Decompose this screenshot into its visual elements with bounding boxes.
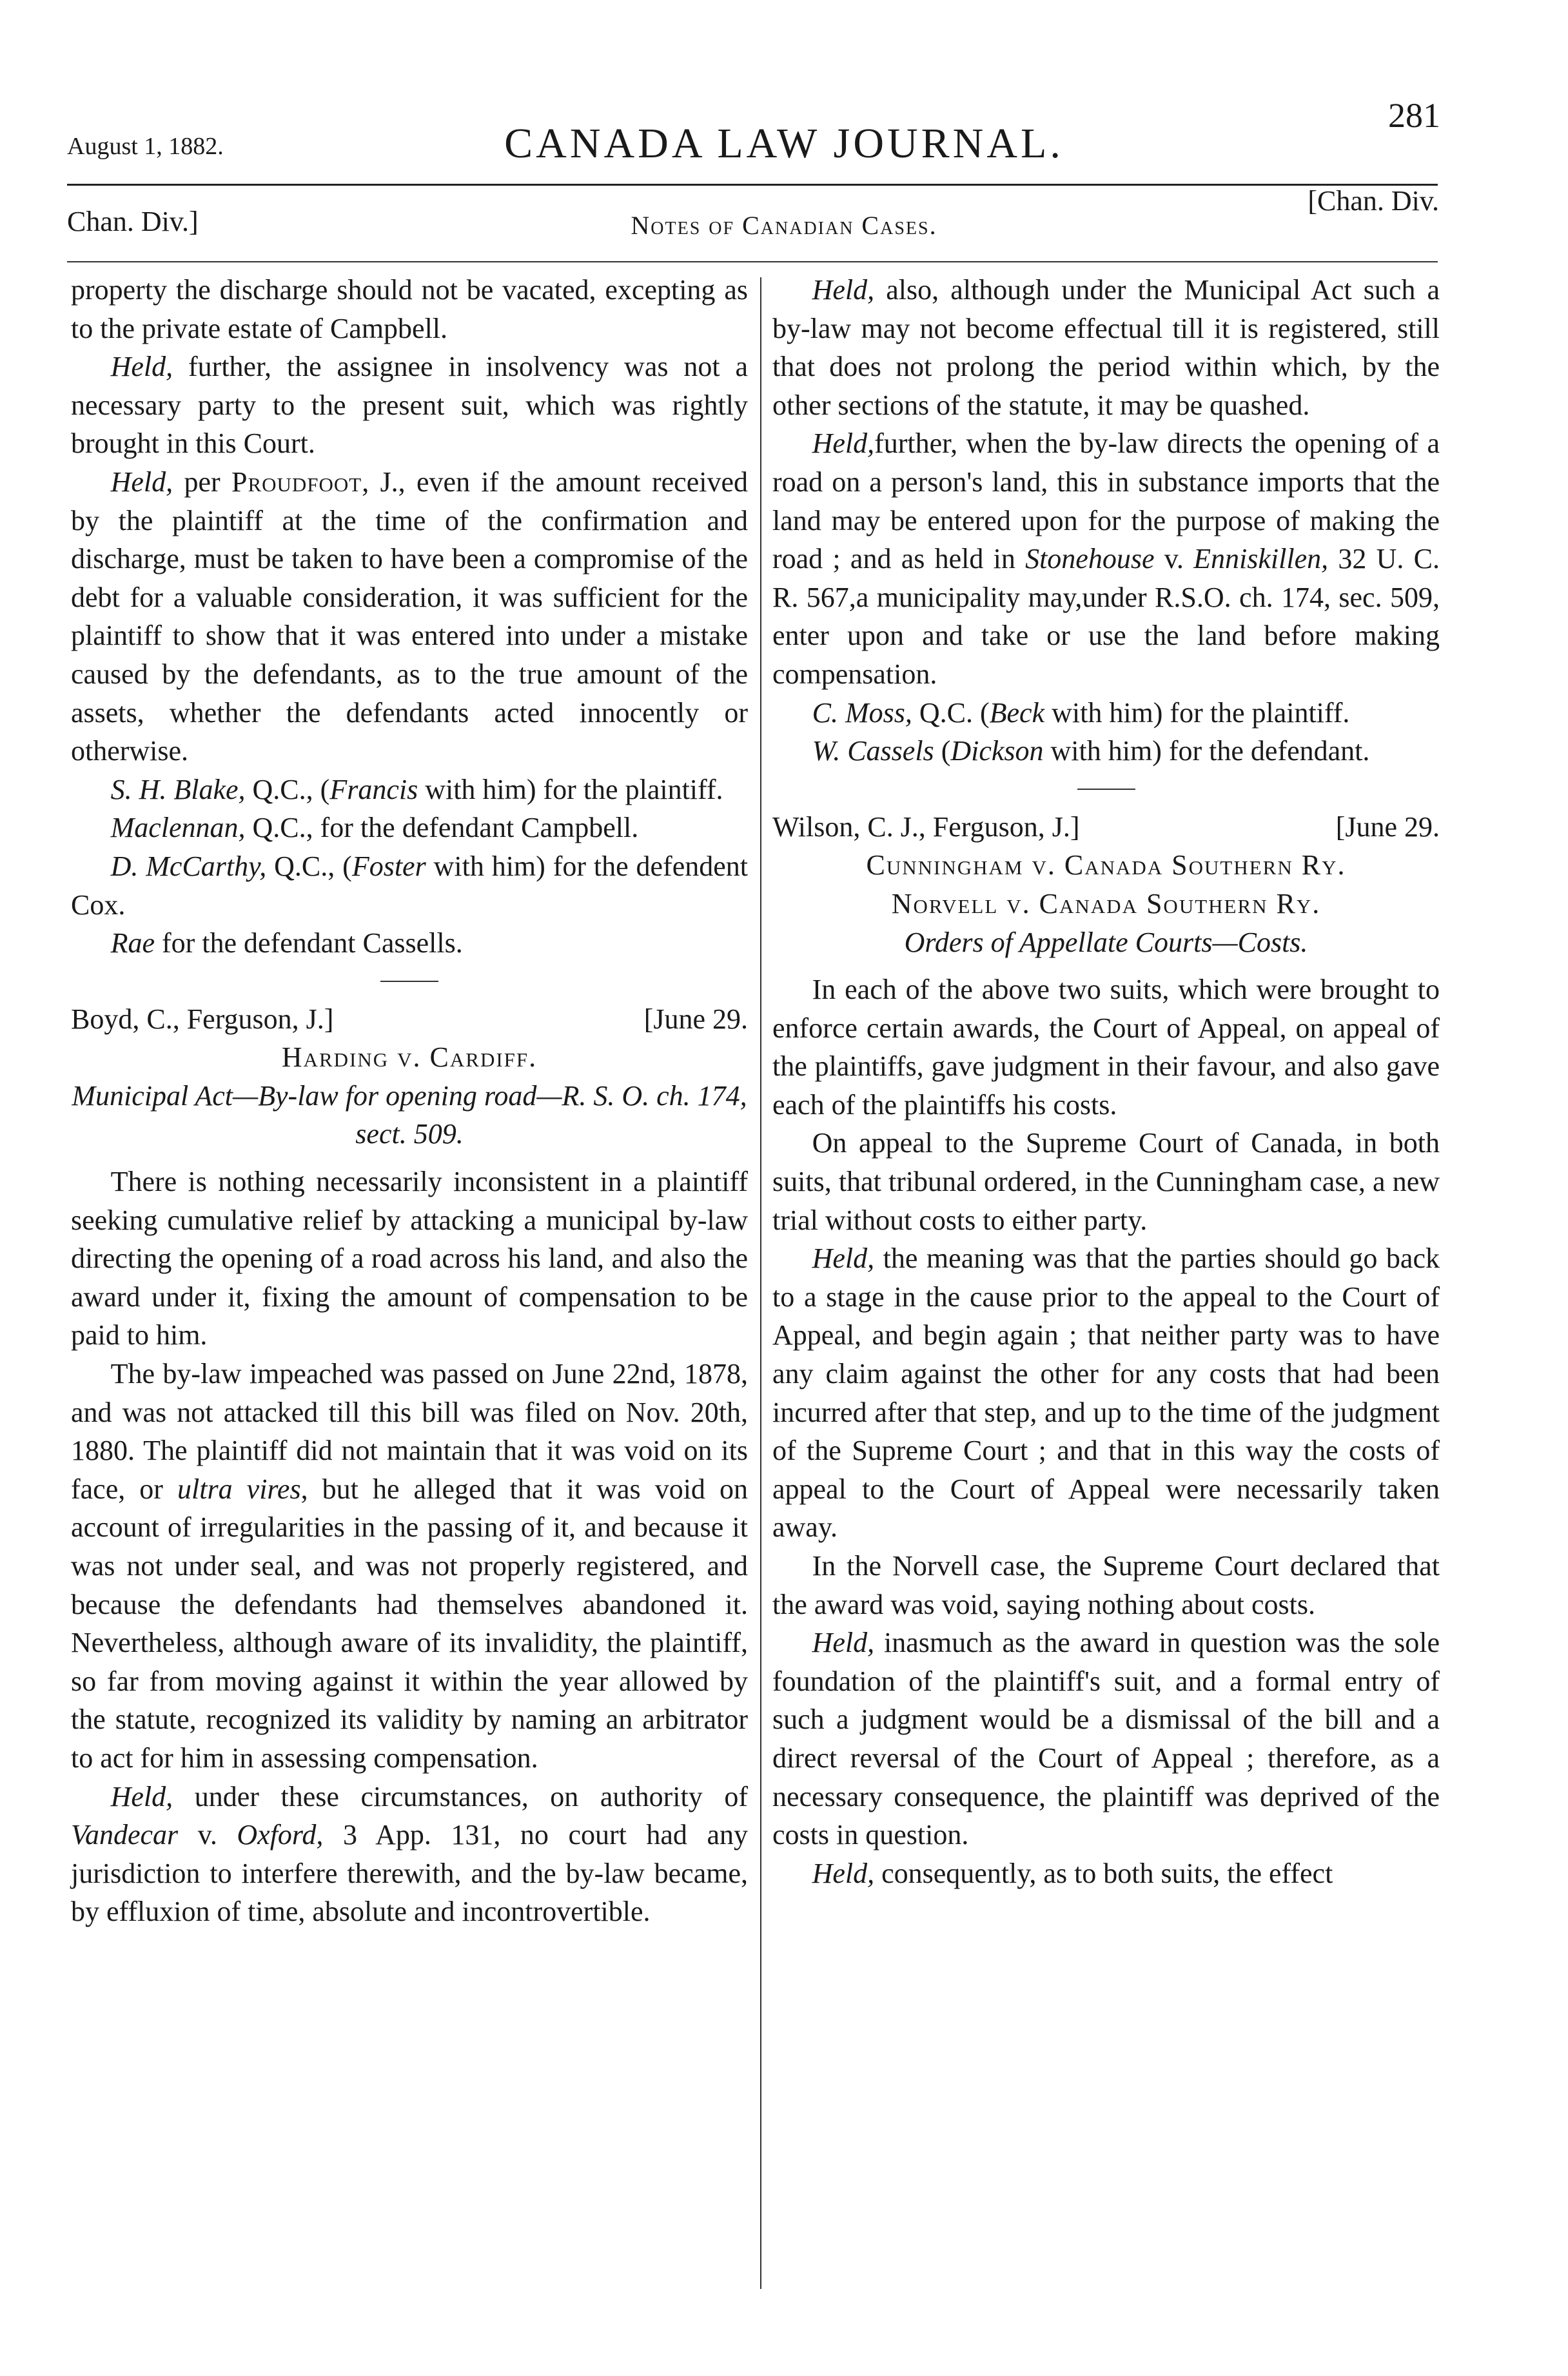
- counsel-line: C. Moss, Q.C. (Beck with him) for the plaintiff.: [812, 696, 1350, 729]
- case-judges: Wilson, C. J., Ferguson, J.]: [772, 810, 1080, 843]
- case-date: [June 29.: [643, 1003, 748, 1035]
- section-right: [Chan. Div.: [1308, 185, 1439, 217]
- paragraph: Held, per Proudfoot, J., even if the amount received by the plaintiff at the time of the confirmation and discharge, must be taken to have been a compromise of the debt for a valuable consideration, it was sufficient for the plaintiff to show that it was entered into under a mistake caused by the defendants, as to the true amount of the assets, whether the defendants acted innocently or otherwise.: [71, 466, 748, 767]
- subheader-rule: [67, 261, 1438, 262]
- section-separator: [1077, 789, 1135, 790]
- case-judges-line: [71, 1000, 748, 1039]
- counsel-line: W. Cassels (Dickson with him) for the defendant.: [812, 735, 1370, 767]
- right-column: [772, 271, 1440, 1892]
- section-separator: [380, 981, 438, 982]
- column-divider: [760, 277, 761, 2289]
- paragraph: There is nothing necessarily inconsistent in a plaintiff seeking cumulative relief by attacking a municipal by-law directing the opening of a road across his land, and also the award under it, fixing the amount of compensation to be paid to him.: [71, 1166, 748, 1351]
- section-title: Notes of Canadian Cases.: [631, 211, 937, 240]
- counsel-line: D. McCarthy, Q.C., (Foster with him) for the defendent Cox.: [71, 850, 748, 921]
- paragraph: Held, consequently, as to both suits, the effect: [812, 1857, 1333, 1889]
- counsel-line: S. H. Blake, Q.C., (Francis with him) for the plaintiff.: [110, 773, 723, 805]
- section-left: Chan. Div.]: [67, 206, 199, 237]
- paragraph: Held, the meaning was that the parties should go back to a stage in the cause prior to the appeal to the Court of Appeal, and begin again ; that neither party was to have any claim against the other for any costs that had been incurred after that step, and up to the time of the judgment of the Supreme Court ; and that in this way the costs of appeal to the Court of Appeal were necessarily taken away.: [772, 1242, 1440, 1544]
- journal-title: CANADA LAW JOURNAL.: [504, 120, 1064, 167]
- paragraph: The by-law impeached was passed on June 22nd, 1878, and was not attacked till this bill was filed on Nov. 20th, 1880. The plaintiff did not maintain that it was void on its face, or ultra vires, but he alleged that it was void on account of irregularities in the passing of it, and because it was not under seal, and was not properly registered, and because the defendants had themselves abandoned it. Nevertheless, although aware of its invalidity, the plaintiff, so far from moving against it within the year allowed by the statute, recognized its validity by naming an arbitrator to act for him in assessing compensation.: [71, 1358, 748, 1774]
- paragraph: On appeal to the Supreme Court of Canada, in both suits, that tribunal ordered, in the Cunningham case, a new trial without costs to either party.: [772, 1127, 1440, 1236]
- paragraph: In each of the above two suits, which were brought to enforce certain awards, the Court of Appeal, on appeal of the plaintiffs, gave judgment in their favour, and also gave each of the plaintiffs his costs.: [772, 974, 1440, 1121]
- left-column: [71, 271, 748, 1931]
- paragraph: Held,further, when the by-law directs the opening of a road on a person's land, this in substance imports that the land may be entered upon for the purpose of making the road ; and as held in Stonehouse v. Enniskillen, 32 U. C. R. 567,a municipality may,under R.S.O. ch. 174, sec. 509, enter upon and take or use the land before making compensation.: [772, 427, 1440, 690]
- case-judges-line: [772, 808, 1440, 847]
- paragraph: property the discharge should not be vacated, excepting as to the private estate of Campbell.: [71, 274, 748, 344]
- paragraph: Held, under these circumstances, on authority of Vandecar v. Oxford, 3 App. 131, no court had any jurisdiction to interfere therewith, and the by-law became, by effluxion of time, absolute and incontrovertible.: [71, 1780, 748, 1928]
- case-title: Cunningham v. Canada Southern Ry.: [866, 849, 1346, 881]
- counsel-line: Maclennan, Q.C., for the defendant Campbell.: [110, 812, 639, 844]
- paragraph: Held, inasmuch as the award in question was the sole foundation of the plaintiff's suit, and a formal entry of such a judgment would be a dismissal of the bill and a direct reversal of the Court of Appeal ; therefore, as a necessary consequence, the plaintiff was deprived of the costs in question.: [772, 1627, 1440, 1851]
- case-title: Norvell v. Canada Southern Ry.: [891, 887, 1321, 919]
- counsel-line: Rae for the defendant Cassells.: [110, 927, 463, 959]
- paragraph: Held, also, although under the Municipal Act such a by-law may not become effectual till it is registered, still that does not prolong the period within which, by the other sections of the statute, it may be quashed.: [772, 274, 1440, 421]
- case-title: Harding v. Cardiff.: [281, 1041, 538, 1074]
- case-subject: Orders of Appellate Courts—Costs.: [904, 926, 1308, 958]
- case-date: [June 29.: [1335, 810, 1440, 843]
- paragraph: Held, further, the assignee in insolvency was not a necessary party to the present suit, which was rightly brought in this Court.: [71, 351, 748, 460]
- case-subject: Municipal Act—By-law for opening road—R. S. O. ch. 174, sect. 509.: [72, 1079, 747, 1150]
- header-rule: [67, 184, 1438, 186]
- case-judges: Boyd, C., Ferguson, J.]: [71, 1003, 334, 1035]
- paragraph: In the Norvell case, the Supreme Court declared that the award was void, saying nothing about costs.: [772, 1550, 1440, 1620]
- page-number: 281: [1388, 96, 1440, 135]
- issue-date: August 1, 1882.: [67, 133, 224, 160]
